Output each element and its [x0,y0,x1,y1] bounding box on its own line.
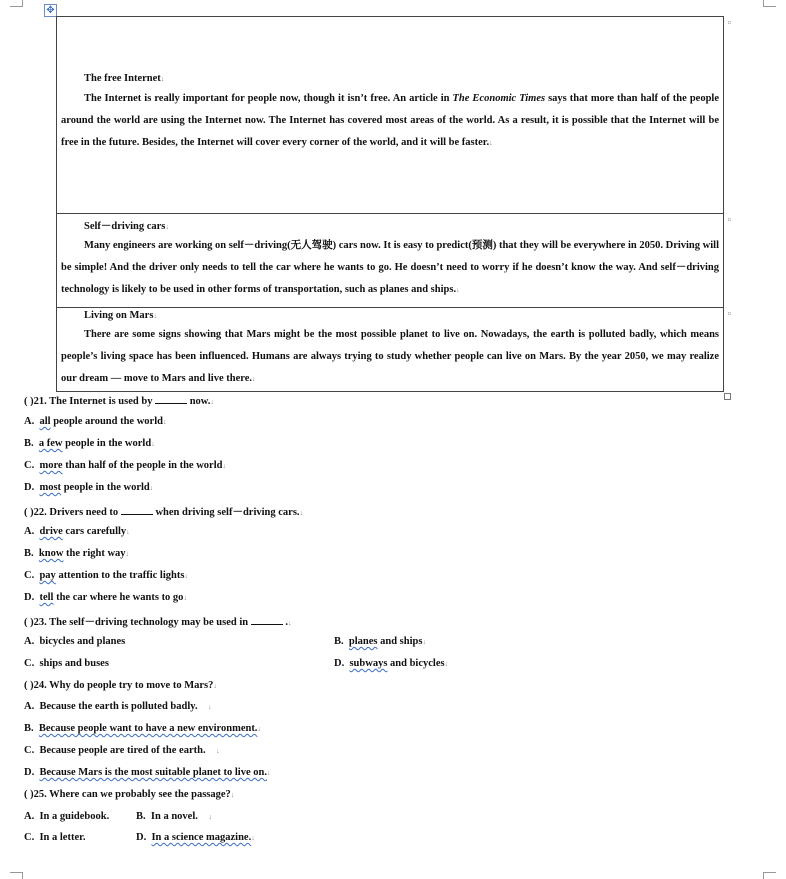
question-21-option-b: B. a few people in the world↓ [24,438,155,449]
question-22-option-b: B. know the right way↓ [24,548,130,559]
passage-title: The free Internet↓ [84,73,165,84]
page-corner-bottom-left [10,872,23,879]
question-25-option-d: D. In a science magazine.↓ [136,832,255,843]
question-23-option-a: A. bicycles and planes [24,636,126,647]
page-corner-bottom-right [763,872,776,879]
page-corner-top-right [763,0,776,7]
question-22-option-c: C. pay attention to the traffic lights↓ [24,570,188,581]
passage-cell-cars: ¤ Self－driving cars↓ Many engineers are working on self－driving(无人驾驶) cars now. It is easy to predict(预测) that they will be everywhere in 2050. Driving will be simple! And the driver only needs to tell the car where he wants to go. He doesn’t need to worry if he doesn’t know the way. And self－driving technology is likely to be used in other forms of transportation, such as planes and ships.↓ [57,213,723,308]
question-24-option-c: C. Because people are tired of the earth. ↓ [24,745,220,756]
passage-table [56,16,731,392]
passage-cell-mars: ¤ Living on Mars↓ There are some signs showing that Mars might be the most possible planet to live on. Nowadays, the earth is polluted badly, which means people’s living space has been influenced. Humans are always trying to study whether people can live on Mars. By the year 2050, we may realize our dream — move to Mars and live there.↓ [57,307,723,394]
question-23-option-c: C. ships and buses [24,658,109,669]
question-25-option-a: A. In a guidebook. [24,811,110,822]
question-25-option-b: B. In a novel. ↓ [136,811,212,822]
question-23-stem: ( )23. The self－driving technology may be used in .↓ [24,617,292,628]
question-21-option-d: D. most people in the world↓ [24,482,154,493]
table-resize-handle[interactable] [724,393,731,400]
question-22-option-d: D. tell the car where he wants to go↓ [24,592,187,603]
question-24-option-d: D. Because Mars is the most suitable planet to live on.↓ [24,767,271,778]
question-22-stem: ( )22. Drivers need to when driving self－driving cars.↓ [24,507,304,518]
question-24-stem: ( )24. Why do people try to move to Mars?↓ [24,680,217,691]
question-21-option-a: A. all people around the world↓ [24,416,167,427]
passage-body: There are some signs showing that Mars might be the most possible planet to live on. Nowadays, the earth is polluted badly, which means people’s living space has been influenced. Humans are always trying to study whether people can live on Mars. By the year 2050, we may realize our dream — move to Mars and live there.↓ [61,329,719,384]
question-23-option-b: B. planes and ships↓ [334,636,426,647]
passage-body: Many engineers are working on self－driving(无人驾驶) cars now. It is easy to predict(预测) that they will be everywhere in 2050. Driving will be simple! And the driver only needs to tell the car where he wants to go. He doesn’t need to worry if he doesn’t know the way. And self－driving technology is likely to be used in other forms of transportation, such as planes and ships.↓ [61,240,719,295]
question-21-option-c: C. more than half of the people in the world↓ [24,460,226,471]
question-24-option-b: B. Because people want to have a new environment.↓ [24,723,261,734]
passage-cell-internet: ¤ The free Internet↓ The Internet is really important for people now, though it isn’t free. An article in The Economic Times says that more than half of the people around the world are using the Internet now. The Internet has covered most areas of the world. As a result, it is possible that the Internet will be free in the future. Besides, the Internet will cover every corner of the world, and it will be faster.↓ [57,17,723,213]
page-corner-top-left [10,0,23,7]
question-24-option-a: A. Because the earth is polluted badly. ↓ [24,701,212,712]
table-move-handle-icon[interactable]: ✥ [44,4,57,17]
passage-title: Self－driving cars↓ [84,221,169,232]
passage-title: Living on Mars↓ [84,310,157,321]
question-21-stem: ( )21. The Internet is used by now.↓ [24,396,214,407]
passage-body: The Internet is really important for people now, though it isn’t free. An article in The Economic Times says that more than half of the people around the world are using the Internet now. The Internet has covered most areas of the world. As a result, it is possible that the Internet will be free in the future. Besides, the Internet will cover every corner of the world, and it will be faster.↓ [61,93,719,148]
question-22-option-a: A. drive cars carefully↓ [24,526,130,537]
question-23-option-d: D. subways and bicycles↓ [334,658,449,669]
question-25-option-c: C. In a letter. [24,832,86,843]
question-25-stem: ( )25. Where can we probably see the passage?↓ [24,789,235,800]
